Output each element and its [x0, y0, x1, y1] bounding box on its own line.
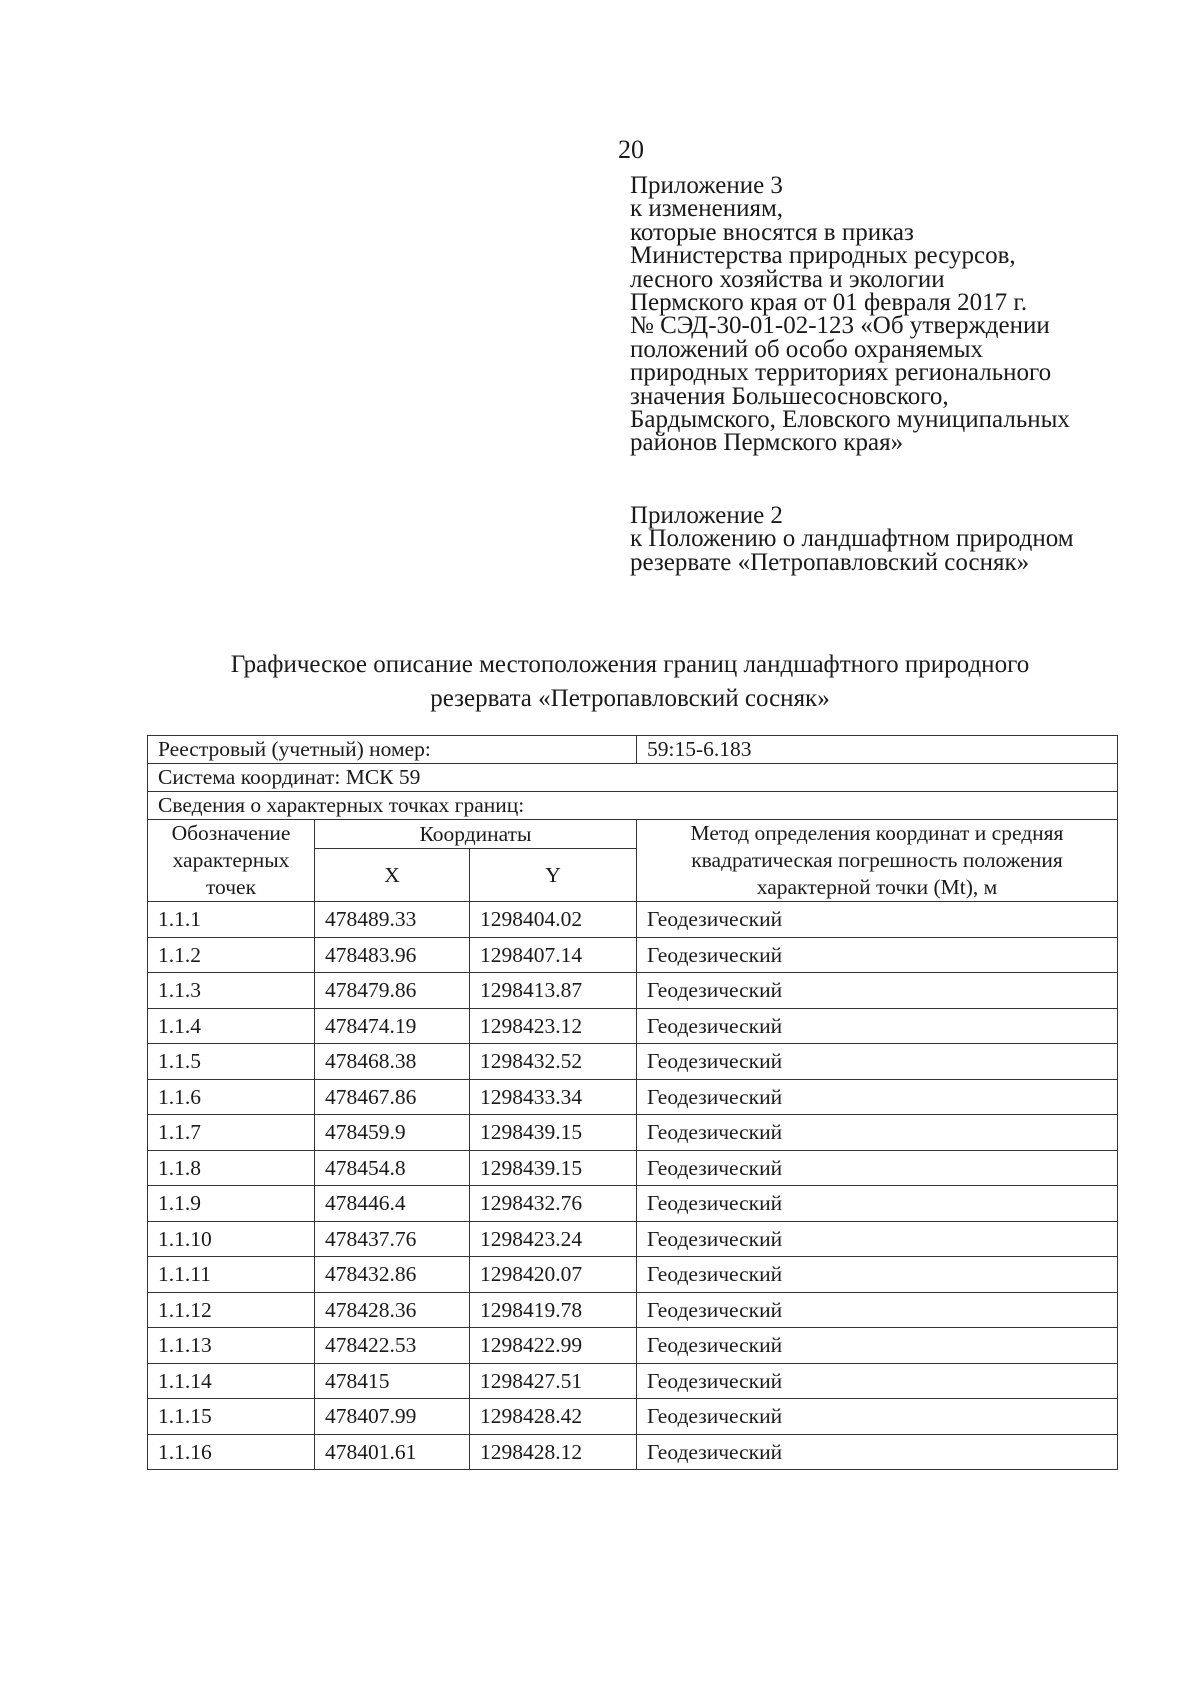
cell-x-coordinate: 478479.86 [315, 973, 470, 1009]
appendix-sub-line: к Положению о ландшафтном природном [630, 525, 1074, 553]
appendix-main-line: природных территориях регионального [630, 359, 1052, 387]
cell-x-coordinate: 478407.99 [315, 1399, 470, 1435]
cell-x-coordinate: 478401.61 [315, 1434, 470, 1470]
registry-value: 59:15-6.183 [637, 736, 1118, 764]
cell-y-coordinate: 1298432.52 [470, 1044, 637, 1080]
cell-point-name: 1.1.10 [148, 1221, 315, 1257]
cell-point-name: 1.1.6 [148, 1079, 315, 1115]
cell-y-coordinate: 1298422.99 [470, 1328, 637, 1364]
cell-method: Геодезический [637, 1186, 1118, 1222]
appendix-main-line: лесного хозяйства и экологии [630, 265, 945, 293]
cell-point-name: 1.1.15 [148, 1399, 315, 1435]
cell-point-name: 1.1.8 [148, 1150, 315, 1186]
cell-method: Геодезический [637, 973, 1118, 1009]
cell-y-coordinate: 1298439.15 [470, 1150, 637, 1186]
table-row [148, 1079, 1118, 1115]
appendix-main-line: к изменениям, [630, 195, 784, 223]
cell-method: Геодезический [637, 1363, 1118, 1399]
table-row [148, 1115, 1118, 1151]
cell-y-coordinate: 1298423.24 [470, 1221, 637, 1257]
table-row [148, 1292, 1118, 1328]
appendix-main-line: положений об особо охраняемых [630, 335, 984, 363]
cell-point-name: 1.1.14 [148, 1363, 315, 1399]
cell-method: Геодезический [637, 1115, 1118, 1151]
cell-y-coordinate: 1298413.87 [470, 973, 637, 1009]
table-row [148, 1044, 1118, 1080]
cell-method: Геодезический [637, 1434, 1118, 1470]
cell-point-name: 1.1.2 [148, 937, 315, 973]
table-row [148, 1434, 1118, 1470]
table-row [148, 1363, 1118, 1399]
table-row [148, 1221, 1118, 1257]
appendix-main-line: Министерства природных ресурсов, [630, 242, 1016, 270]
appendix-main-line: районов Пермского края» [630, 429, 904, 457]
cell-y-coordinate: 1298433.34 [470, 1079, 637, 1115]
cell-point-name: 1.1.1 [148, 902, 315, 938]
cell-method: Геодезический [637, 1221, 1118, 1257]
cell-y-coordinate: 1298428.12 [470, 1434, 637, 1470]
cell-method: Геодезический [637, 1328, 1118, 1364]
cell-x-coordinate: 478422.53 [315, 1328, 470, 1364]
cell-method: Геодезический [637, 1044, 1118, 1080]
cell-x-coordinate: 478483.96 [315, 937, 470, 973]
appendix-main-line: Пермского края от 01 февраля 2017 г. [630, 289, 1028, 317]
cell-point-name: 1.1.5 [148, 1044, 315, 1080]
table-row [148, 1257, 1118, 1293]
points-caption: Сведения о характерных точках границ: [148, 792, 1118, 820]
points-caption-row [148, 792, 1118, 820]
title-line-1: Графическое описание местоположения границ ландшафтного природного [230, 651, 1030, 678]
table-row [148, 973, 1118, 1009]
coord-system: Система координат: МСК 59 [148, 764, 1118, 792]
cell-method: Геодезический [637, 1257, 1118, 1293]
appendix-main-line: № СЭД-30-01-02-123 «Об утверждении [630, 312, 1050, 340]
table-row [148, 1150, 1118, 1186]
cell-y-coordinate: 1298432.76 [470, 1186, 637, 1222]
cell-point-name: 1.1.4 [148, 1008, 315, 1044]
cell-y-coordinate: 1298419.78 [470, 1292, 637, 1328]
cell-method: Геодезический [637, 1292, 1118, 1328]
cell-x-coordinate: 478437.76 [315, 1221, 470, 1257]
header-method: Метод определения координат и средняя квадратическая погрешность положения характерной точки (Mt), м [637, 820, 1118, 902]
appendix-sub-line: резервате «Петропавловский сосняк» [630, 548, 1030, 576]
cell-x-coordinate: 478454.8 [315, 1150, 470, 1186]
appendix-main-line: Бардымского, Еловского муниципальных [630, 406, 1070, 434]
header-coordinates: Координаты [315, 820, 637, 849]
cell-y-coordinate: 1298407.14 [470, 937, 637, 973]
cell-method: Геодезический [637, 937, 1118, 973]
cell-method: Геодезический [637, 1079, 1118, 1115]
cell-point-name: 1.1.9 [148, 1186, 315, 1222]
appendix-main-header [630, 174, 1170, 455]
cell-point-name: 1.1.7 [148, 1115, 315, 1151]
table-body [148, 902, 1118, 1470]
table-row [148, 1399, 1118, 1435]
appendix-sub-line: Приложение 2 [630, 502, 783, 529]
cell-point-name: 1.1.3 [148, 973, 315, 1009]
appendix-sub-header [630, 504, 1170, 574]
header-x: X [315, 849, 470, 902]
table-row [148, 1328, 1118, 1364]
header-designation: Обозначение характерных точек [148, 820, 315, 902]
cell-point-name: 1.1.12 [148, 1292, 315, 1328]
cell-y-coordinate: 1298427.51 [470, 1363, 637, 1399]
cell-x-coordinate: 478468.38 [315, 1044, 470, 1080]
cell-y-coordinate: 1298428.42 [470, 1399, 637, 1435]
cell-x-coordinate: 478432.86 [315, 1257, 470, 1293]
cell-method: Геодезический [637, 1150, 1118, 1186]
cell-y-coordinate: 1298404.02 [470, 902, 637, 938]
cell-method: Геодезический [637, 1399, 1118, 1435]
cell-point-name: 1.1.13 [148, 1328, 315, 1364]
cell-point-name: 1.1.11 [148, 1257, 315, 1293]
table-row [148, 1186, 1118, 1222]
cell-method: Геодезический [637, 1008, 1118, 1044]
boundary-points-table [147, 735, 1118, 1470]
cell-y-coordinate: 1298423.12 [470, 1008, 637, 1044]
cell-x-coordinate: 478474.19 [315, 1008, 470, 1044]
cell-y-coordinate: 1298420.07 [470, 1257, 637, 1293]
table-row [148, 937, 1118, 973]
appendix-main-line: которые вносятся в приказ [630, 218, 914, 246]
appendix-main-line: значения Большесосновского, [630, 382, 949, 410]
registry-label: Реестровый (учетный) номер: [148, 736, 637, 764]
cell-x-coordinate: 478446.4 [315, 1186, 470, 1222]
appendix-main-line: Приложение 3 [630, 172, 783, 199]
cell-x-coordinate: 478467.86 [315, 1079, 470, 1115]
table-header [148, 820, 1118, 902]
cell-x-coordinate: 478489.33 [315, 902, 470, 938]
page-number: 20 [618, 135, 644, 164]
header-y: Y [470, 849, 637, 902]
table-row [148, 1008, 1118, 1044]
title-line-2: резервата «Петропавловский сосняк» [430, 685, 830, 712]
cell-point-name: 1.1.16 [148, 1434, 315, 1470]
registry-row [148, 736, 1118, 764]
table-row [148, 902, 1118, 938]
coord-system-row [148, 764, 1118, 792]
document-title [140, 648, 1120, 716]
cell-x-coordinate: 478428.36 [315, 1292, 470, 1328]
cell-y-coordinate: 1298439.15 [470, 1115, 637, 1151]
cell-method: Геодезический [637, 902, 1118, 938]
cell-x-coordinate: 478415 [315, 1363, 470, 1399]
cell-x-coordinate: 478459.9 [315, 1115, 470, 1151]
